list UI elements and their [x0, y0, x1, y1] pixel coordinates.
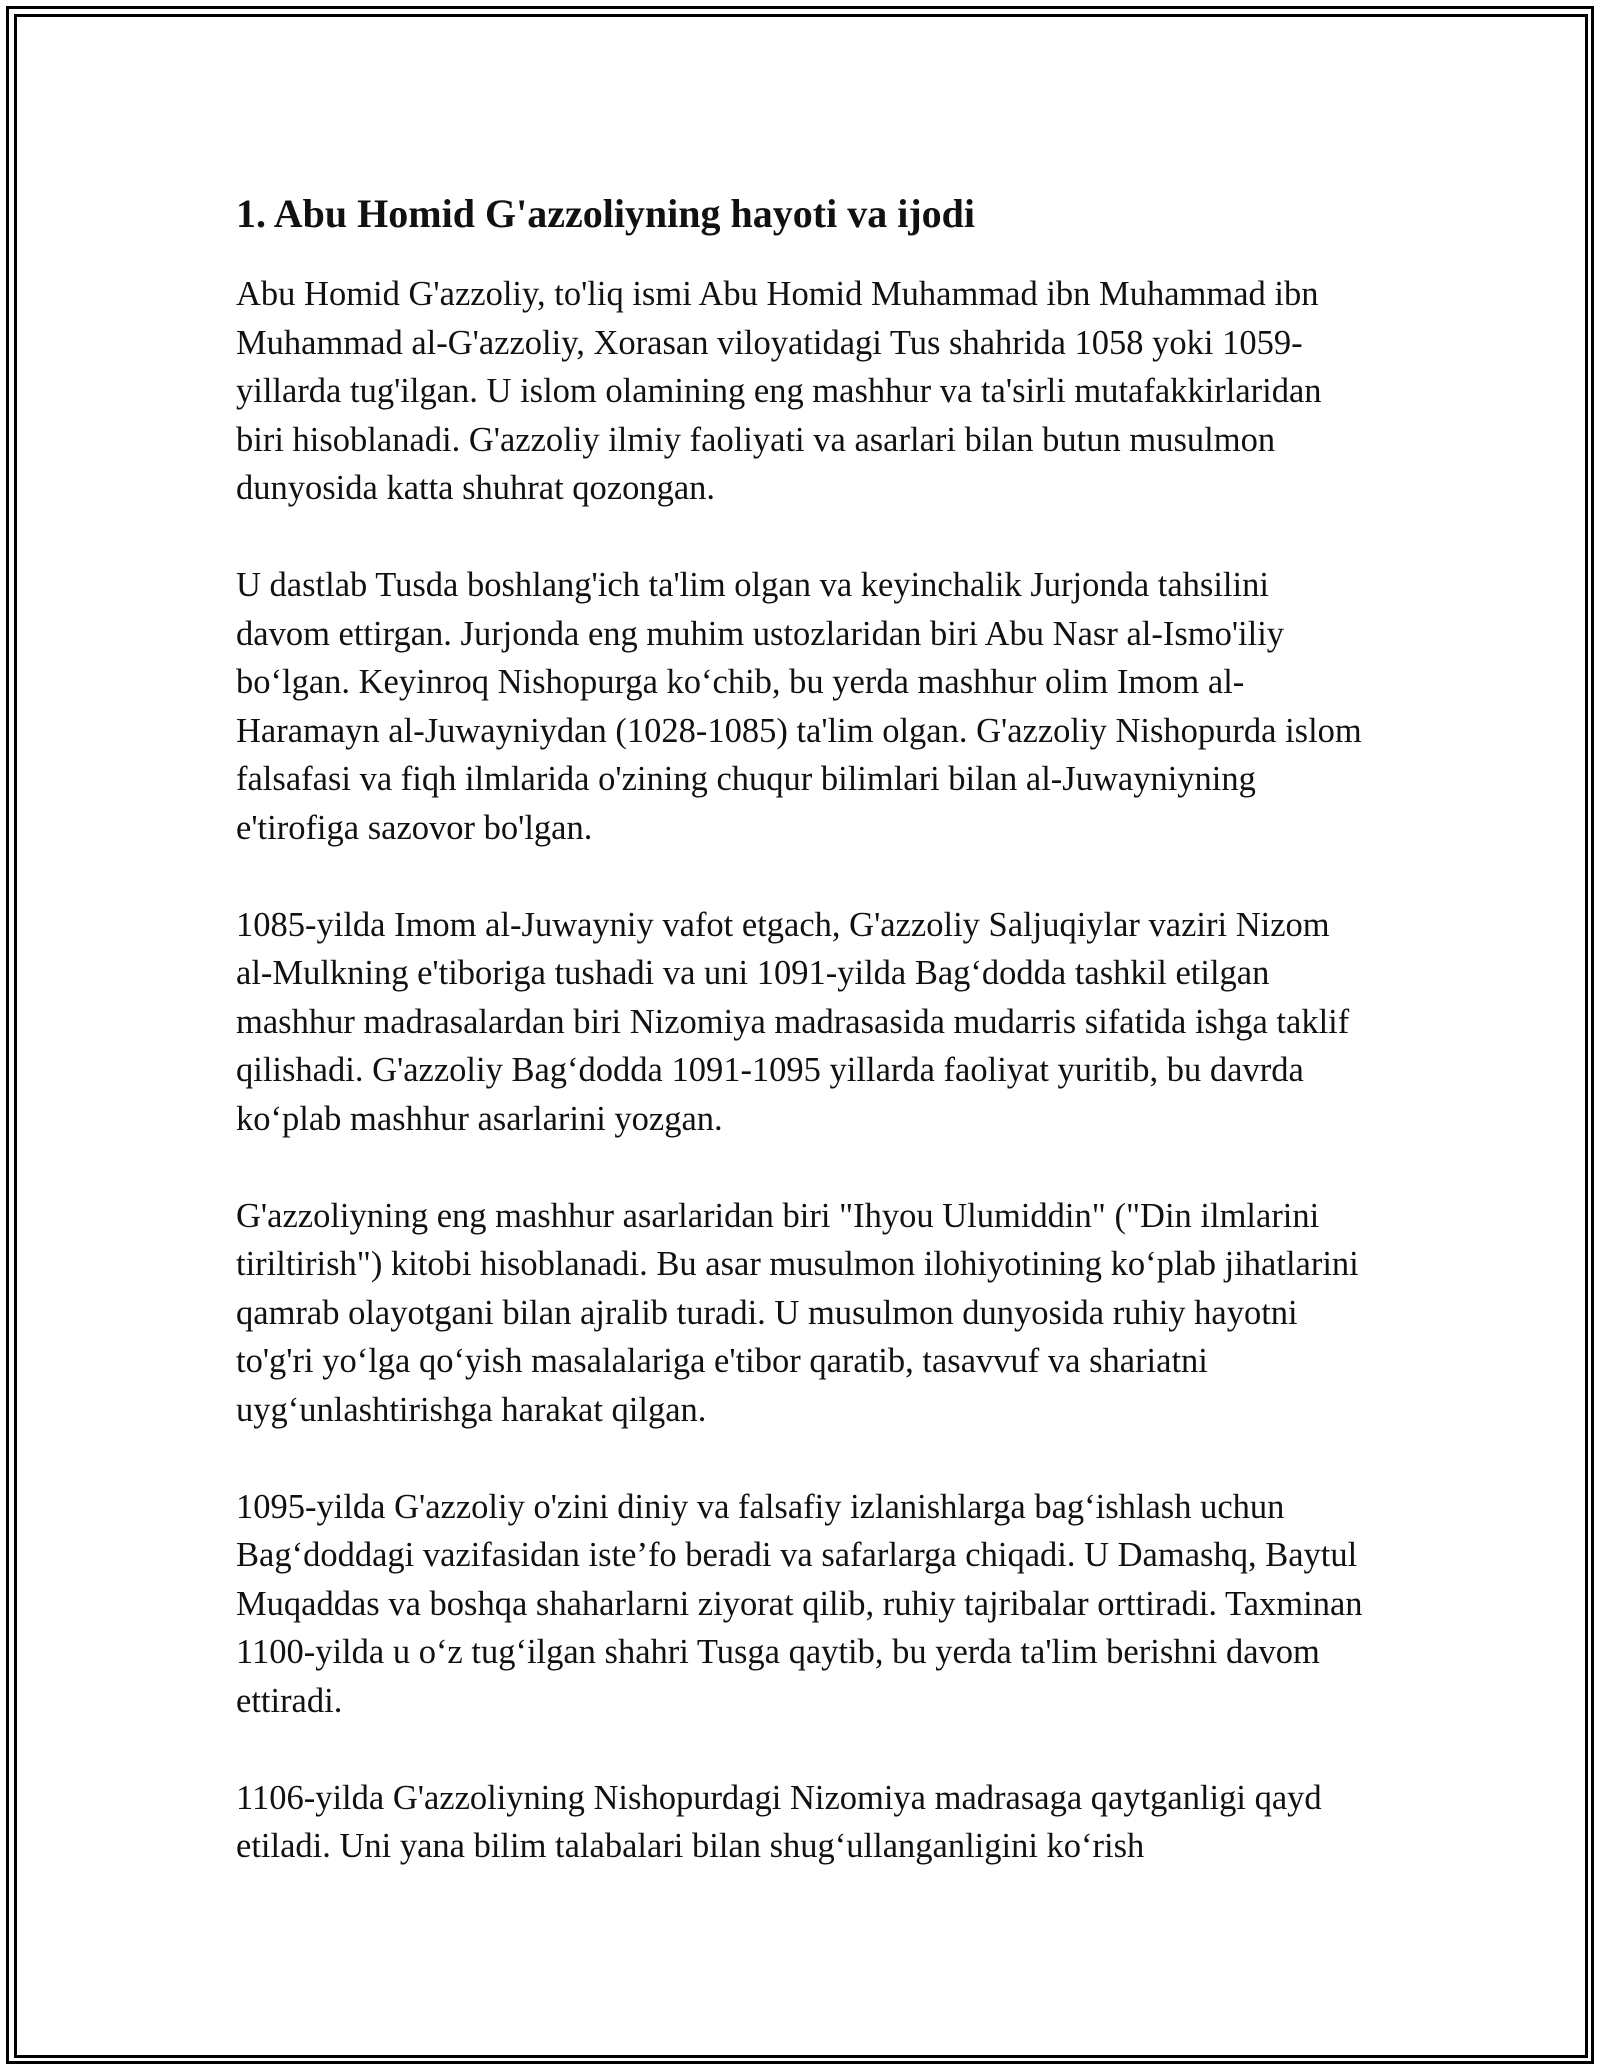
paragraph-1: Abu Homid G'azzoliy, to'liq ismi Abu Homid Muhammad ibn Muhammad ibn Muhammad al-G'azzoliy, Xorasan viloyatidagi Tus shahrida 1058 yoki 1059-yillarda tug'ilgan. U islom olamining eng mashhur va ta'sirli mutafakkirlaridan biri hisoblanadi. G'azzoliy ilmiy faoliyati va asarlari bilan butun musulmon dunyosida katta shuhrat qozongan. [236, 275, 1322, 507]
paragraph-6: 1106-yilda G'azzoliyning Nishopurdagi Nizomiya madrasaga qaytganligi qayd etiladi. Uni yana bilim talabalari bilan shug‘ullanganligini ko‘rish [236, 1778, 1322, 1865]
section-title: 1. Abu Homid G'azzoliyning hayoti va ijodi [236, 191, 976, 236]
paragraph-2: U dastlab Tusda boshlang'ich ta'lim olgan va keyinchalik Jurjonda tahsilini davom ettirgan. Jurjonda eng muhim ustozlaridan biri Abu Nasr al-Ismo'iliy bo‘lgan. Keyinroq Nishopurga ko‘chib, bu yerda mashhur olim Imom al-Haramayn al-Juwayniydan (1028-1085) ta'lim olgan. G'azzoliy Nishopurda islom falsafasi va fiqh ilmlarida o'zining chuqur bilimlari bilan al-Juwayniyning e'tirofiga sazovor bo'lgan. [236, 566, 1362, 847]
paragraph-3: 1085-yilda Imom al-Juwayniy vafot etgach, G'azzoliy Saljuqiylar vaziri Nizom al-Mulkning e'tiboriga tushadi va uni 1091-yilda Bag‘dodda tashkil etilgan mashhur madrasalardan biri Nizomiya madrasasida mudarris sifatida ishga taklif qilishadi. G'azzoliy Bag‘dodda 1091-1095 yillarda faoliyat yuritib, bu davrda ko‘plab mashhur asarlarini yozgan. [236, 905, 1350, 1138]
paragraph-4: G'azzoliyning eng mashhur asarlaridan biri "Ihyou Ulumiddin" ("Din ilmlarini tiriltirish") kitobi hisoblanadi. Bu asar musulmon ilohiyotining ko‘plab jihatlarini qamrab olayotgani bilan ajralib turadi. U musulmon dunyosida ruhiy hayotni to'g'ri yo‘lga qo‘yish masalalariga e'tibor qaratib, tasavvuf va shariatni uyg‘unlashtirishga harakat qilgan. [236, 1196, 1359, 1429]
paragraph-5: 1095-yilda G'azzoliy o'zini diniy va falsafiy izlanishlarga bag‘ishlash uchun Bag‘doddagi vazifasidan iste’fo beradi va safarlarga chiqadi. U Damashq, Baytul Muqaddas va boshqa shaharlarni ziyorat qilib, ruhiy tajribalar orttiradi. Taxminan 1100-yilda u o‘z tug‘ilgan shahri Tusga qaytib, bu yerda ta'lim berishni davom ettiradi. [236, 1487, 1363, 1720]
document-body [236, 188, 1366, 1919]
